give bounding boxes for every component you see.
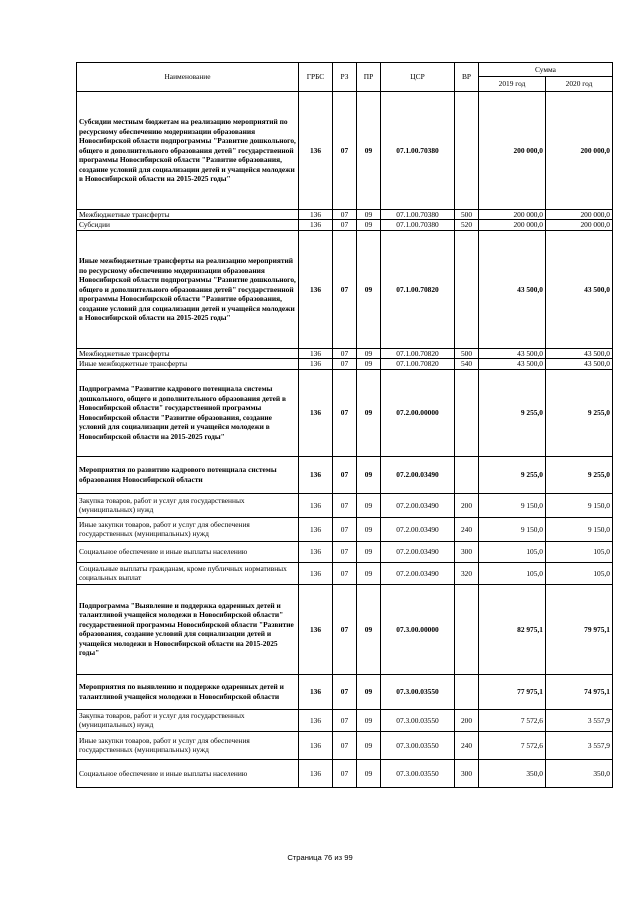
cell-pr: 09 [357, 517, 381, 541]
cell-pr: 09 [357, 731, 381, 759]
cell-csr: 07.1.00.70820 [381, 230, 455, 348]
cell-2020: 200 000,0 [546, 220, 613, 230]
cell-pr: 09 [357, 230, 381, 348]
cell-2019: 43 500,0 [479, 359, 546, 369]
header-grbs: ГРБС [299, 63, 333, 92]
cell-csr: 07.3.00.03550 [381, 759, 455, 787]
cell-pr: 09 [357, 541, 381, 562]
cell-name: Подпрограмма "Развитие кадрового потенциала системы дошкольного, общего и дополнительного образования детей в Новосибирской области" государственной программы Новосибирской области "Развитие образования, создание условий для социализации детей и учащейся молодежи в Новосибирской области на 2015-2025 годы" [77, 369, 299, 456]
cell-csr: 07.2.00.03490 [381, 541, 455, 562]
cell-2019: 9 150,0 [479, 517, 546, 541]
budget-table [76, 62, 613, 788]
table-row [77, 493, 613, 517]
cell-2020: 200 000,0 [546, 92, 613, 210]
cell-name: Закупка товаров, работ и услуг для государственных (муниципальных) нужд [77, 493, 299, 517]
table-row [77, 759, 613, 787]
header-rz: РЗ [333, 63, 357, 92]
cell-vr [455, 456, 479, 493]
cell-2020: 9 255,0 [546, 456, 613, 493]
cell-rz: 07 [333, 731, 357, 759]
header-2019: 2019 год [479, 77, 546, 92]
cell-csr: 07.2.00.03490 [381, 562, 455, 584]
table-row [77, 731, 613, 759]
table-row [77, 674, 613, 709]
cell-2019: 105,0 [479, 541, 546, 562]
cell-csr: 07.1.00.70380 [381, 92, 455, 210]
cell-vr [455, 674, 479, 709]
cell-grbs: 136 [299, 517, 333, 541]
cell-2019: 9 255,0 [479, 369, 546, 456]
cell-grbs: 136 [299, 210, 333, 220]
cell-name: Межбюджетные трансферты [77, 210, 299, 220]
table-row [77, 584, 613, 674]
cell-pr: 09 [357, 674, 381, 709]
cell-rz: 07 [333, 674, 357, 709]
cell-vr: 200 [455, 493, 479, 517]
table-row [77, 210, 613, 220]
cell-vr: 200 [455, 709, 479, 731]
table-body [77, 92, 613, 788]
cell-rz: 07 [333, 230, 357, 348]
header-csr: ЦСР [381, 63, 455, 92]
cell-rz: 07 [333, 759, 357, 787]
cell-2020: 3 557,9 [546, 731, 613, 759]
header-name: Наименование [77, 63, 299, 92]
table-row [77, 359, 613, 369]
cell-2019: 200 000,0 [479, 210, 546, 220]
cell-2019: 200 000,0 [479, 92, 546, 210]
cell-csr: 07.1.00.70380 [381, 220, 455, 230]
cell-rz: 07 [333, 541, 357, 562]
cell-2019: 7 572,6 [479, 731, 546, 759]
cell-grbs: 136 [299, 493, 333, 517]
header-pr: ПР [357, 63, 381, 92]
cell-name: Иные межбюджетные трансферты на реализацию мероприятий по ресурсному обеспечению модернизации образования Новосибирской области подпрограммы "Развитие дошкольного, общего и дополнительного образования детей" государственной программы Новосибирской области "Развитие образования, создание условий для социализации детей и учащейся молодежи в Новосибирской области на 2015-2025 годы" [77, 230, 299, 348]
cell-rz: 07 [333, 517, 357, 541]
cell-csr: 07.2.00.03490 [381, 493, 455, 517]
cell-csr: 07.3.00.03550 [381, 674, 455, 709]
cell-name: Подпрограмма "Выявление и поддержка одаренных детей и талантливой учащейся молодежи в Новосибирской области" государственной программы Новосибирской области "Развитие образования, создание условий для социализации детей и учащейся молодежи в Новосибирской области на 2015-2025 годы" [77, 584, 299, 674]
cell-2019: 43 500,0 [479, 348, 546, 358]
cell-name: Мероприятия по выявлению и поддержке одаренных детей и талантливой учащейся молодежи в Новосибирской области [77, 674, 299, 709]
cell-name: Межбюджетные трансферты [77, 348, 299, 358]
cell-vr: 240 [455, 731, 479, 759]
cell-csr: 07.2.00.00000 [381, 369, 455, 456]
cell-2020: 79 975,1 [546, 584, 613, 674]
cell-grbs: 136 [299, 731, 333, 759]
cell-grbs: 136 [299, 584, 333, 674]
cell-name: Социальное обеспечение и иные выплаты населению [77, 541, 299, 562]
cell-pr: 09 [357, 562, 381, 584]
cell-csr: 07.1.00.70820 [381, 348, 455, 358]
cell-grbs: 136 [299, 562, 333, 584]
cell-pr: 09 [357, 369, 381, 456]
cell-pr: 09 [357, 359, 381, 369]
cell-grbs: 136 [299, 541, 333, 562]
cell-name: Мероприятия по развитию кадрового потенциала системы образования Новосибирской области [77, 456, 299, 493]
table-row [77, 230, 613, 348]
cell-rz: 07 [333, 562, 357, 584]
cell-2020: 3 557,9 [546, 709, 613, 731]
cell-2019: 9 255,0 [479, 456, 546, 493]
header-2020: 2020 год [546, 77, 613, 92]
cell-vr: 540 [455, 359, 479, 369]
cell-pr: 09 [357, 210, 381, 220]
cell-name: Социальное обеспечение и иные выплаты населению [77, 759, 299, 787]
cell-rz: 07 [333, 92, 357, 210]
cell-vr: 320 [455, 562, 479, 584]
cell-name: Субсидии [77, 220, 299, 230]
cell-csr: 07.2.00.03490 [381, 456, 455, 493]
cell-grbs: 136 [299, 348, 333, 358]
cell-name: Иные межбюджетные трансферты [77, 359, 299, 369]
cell-name: Иные закупки товаров, работ и услуг для обеспечения государственных (муниципальных) нужд [77, 731, 299, 759]
cell-csr: 07.1.00.70820 [381, 359, 455, 369]
cell-rz: 07 [333, 709, 357, 731]
cell-2019: 43 500,0 [479, 230, 546, 348]
cell-grbs: 136 [299, 230, 333, 348]
cell-2020: 9 150,0 [546, 493, 613, 517]
cell-pr: 09 [357, 759, 381, 787]
cell-2019: 7 572,6 [479, 709, 546, 731]
cell-vr [455, 230, 479, 348]
cell-2020: 9 255,0 [546, 369, 613, 456]
table-row [77, 348, 613, 358]
cell-grbs: 136 [299, 674, 333, 709]
cell-vr [455, 584, 479, 674]
cell-vr: 300 [455, 541, 479, 562]
cell-rz: 07 [333, 359, 357, 369]
cell-grbs: 136 [299, 220, 333, 230]
cell-rz: 07 [333, 210, 357, 220]
cell-rz: 07 [333, 584, 357, 674]
cell-name: Иные закупки товаров, работ и услуг для обеспечения государственных (муниципальных) нужд [77, 517, 299, 541]
cell-2020: 105,0 [546, 541, 613, 562]
cell-grbs: 136 [299, 456, 333, 493]
cell-grbs: 136 [299, 709, 333, 731]
cell-2020: 43 500,0 [546, 230, 613, 348]
table-row [77, 541, 613, 562]
cell-pr: 09 [357, 709, 381, 731]
cell-grbs: 136 [299, 759, 333, 787]
cell-2020: 105,0 [546, 562, 613, 584]
cell-vr [455, 92, 479, 210]
cell-name: Социальные выплаты гражданам, кроме публичных нормативных социальных выплат [77, 562, 299, 584]
cell-2019: 9 150,0 [479, 493, 546, 517]
cell-2020: 43 500,0 [546, 348, 613, 358]
cell-vr [455, 369, 479, 456]
table-row [77, 92, 613, 210]
cell-2019: 350,0 [479, 759, 546, 787]
cell-2020: 74 975,1 [546, 674, 613, 709]
cell-pr: 09 [357, 584, 381, 674]
cell-vr: 240 [455, 517, 479, 541]
cell-2020: 9 150,0 [546, 517, 613, 541]
cell-rz: 07 [333, 220, 357, 230]
cell-rz: 07 [333, 348, 357, 358]
cell-vr: 500 [455, 348, 479, 358]
cell-name: Субсидии местным бюджетам на реализацию мероприятий по ресурсному обеспечению модернизации образования Новосибирской области подпрограммы "Развитие дошкольного, общего и дополнительного образования детей" государственной программы Новосибирской области "Развитие образования, создание условий для социализации детей и учащейся молодежи в Новосибирской области на 2015-2025 годы" [77, 92, 299, 210]
cell-2020: 43 500,0 [546, 359, 613, 369]
cell-2020: 200 000,0 [546, 210, 613, 220]
cell-vr: 520 [455, 220, 479, 230]
cell-2019: 82 975,1 [479, 584, 546, 674]
cell-rz: 07 [333, 369, 357, 456]
cell-vr: 500 [455, 210, 479, 220]
cell-pr: 09 [357, 92, 381, 210]
cell-pr: 09 [357, 493, 381, 517]
cell-grbs: 136 [299, 92, 333, 210]
cell-grbs: 136 [299, 359, 333, 369]
header-vr: ВР [455, 63, 479, 92]
cell-csr: 07.3.00.03550 [381, 709, 455, 731]
cell-pr: 09 [357, 220, 381, 230]
table-row [77, 456, 613, 493]
page-number: Страница 76 из 99 [287, 853, 353, 862]
cell-name: Закупка товаров, работ и услуг для государственных (муниципальных) нужд [77, 709, 299, 731]
cell-csr: 07.1.00.70380 [381, 210, 455, 220]
cell-csr: 07.2.00.03490 [381, 517, 455, 541]
cell-2019: 200 000,0 [479, 220, 546, 230]
cell-pr: 09 [357, 456, 381, 493]
cell-2019: 77 975,1 [479, 674, 546, 709]
cell-rz: 07 [333, 493, 357, 517]
cell-csr: 07.3.00.00000 [381, 584, 455, 674]
table-row [77, 562, 613, 584]
cell-vr: 300 [455, 759, 479, 787]
header-sum: Сумма [479, 63, 613, 77]
table-row [77, 220, 613, 230]
cell-2019: 105,0 [479, 562, 546, 584]
cell-csr: 07.3.00.03550 [381, 731, 455, 759]
cell-grbs: 136 [299, 369, 333, 456]
table-row [77, 369, 613, 456]
cell-rz: 07 [333, 456, 357, 493]
cell-2020: 350,0 [546, 759, 613, 787]
table-row [77, 709, 613, 731]
cell-pr: 09 [357, 348, 381, 358]
table-row [77, 517, 613, 541]
